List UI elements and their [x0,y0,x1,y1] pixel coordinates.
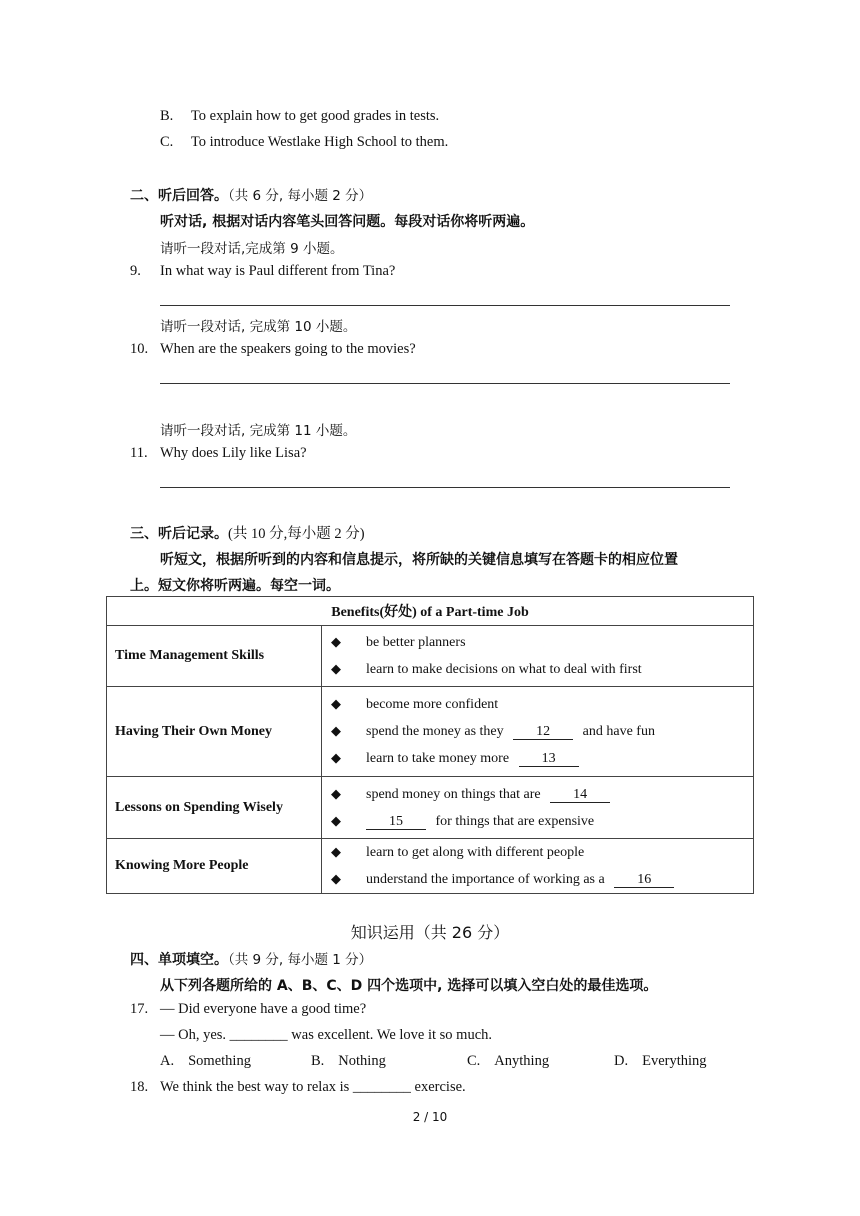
q9-answer-line[interactable] [160,305,730,306]
items-cell [322,777,754,839]
section2-title: 二、听后回答。 [130,188,228,204]
diamond-bullet-icon: ◆ [331,872,341,887]
answer-blank-16[interactable]: 16 [614,873,674,888]
q11-text: Why does Lily like Lisa? [160,445,307,461]
bullet-item: ◆ become more confident [322,691,753,718]
q9-number: 9. [130,263,141,279]
intro-q11: 请听一段对话, 完成第 11 小题。 [160,423,357,439]
intro-q10: 请听一段对话, 完成第 10 小题。 [160,319,357,335]
q18-text: We think the best way to relax is ________ exercise. [160,1079,466,1095]
section2-points: （共 6 分, 每小题 2 分） [228,188,373,204]
answer-blank-15[interactable]: 15 [366,815,426,830]
bullet-item: ◆ understand the importance of working as a 16 [322,866,753,893]
intro-q9: 请听一段对话,完成第 9 小题。 [160,241,344,257]
section3-heading [130,522,365,543]
diamond-bullet-icon: ◆ [331,697,341,712]
diamond-bullet-icon: ◆ [331,724,341,739]
bullet-item: ◆ 15 for things that are expensive [322,808,753,835]
diamond-bullet-icon: ◆ [331,845,341,860]
q10-answer-line[interactable] [160,383,730,384]
q17-option-a[interactable]: A. Something [160,1053,251,1069]
page-number: 2 / 10 [412,1110,448,1124]
diamond-bullet-icon: ◆ [331,813,341,829]
table-row [107,626,754,687]
section4-instruction: 从下列各题所给的 A、B、C、D 四个选项中, 选择可以填入空白处的最佳选项。 [160,978,658,994]
category-cell: Knowing More People [107,839,322,894]
q17-option-b[interactable]: B. Nothing [311,1053,386,1069]
q17-number: 17. [130,1001,149,1017]
q17-option-d[interactable]: D. Everything [614,1053,707,1069]
part-title: 知识运用（共 26 分） [350,923,510,942]
category-cell: Having Their Own Money [107,687,322,777]
table-row [107,687,754,777]
option-text: To explain how to get good grades in tests. [190,108,440,124]
section3-instruction-1: 听短文，根据所听到的内容和信息提示，将所缺的关键信息填写在答题卡的相应位置 [160,552,678,568]
section3-instruction-2: 上。短文你将听两遍。每空一词。 [130,578,340,594]
table-row [107,839,754,894]
q18-number: 18. [130,1079,149,1095]
answer-blank-13[interactable]: 13 [519,752,579,767]
items-cell [322,839,754,894]
option-text: To introduce Westlake High School to them. [190,134,449,150]
section2-heading [130,184,372,205]
q11-answer-line[interactable] [160,487,730,488]
diamond-bullet-icon: ◆ [331,786,341,802]
diamond-bullet-icon: ◆ [331,662,341,677]
answer-blank-14[interactable]: 14 [550,788,610,803]
bullet-item: ◆ learn to make decisions on what to deal with first [322,656,753,683]
items-cell [322,626,754,687]
q10-text: When are the speakers going to the movies? [160,341,416,357]
diamond-bullet-icon: ◆ [331,751,341,766]
benefits-table [106,596,754,894]
answer-blank-12[interactable]: 12 [513,725,573,740]
option-letter: C. [160,134,174,150]
bullet-item: ◆ be better planners [322,629,753,656]
table-row [107,777,754,839]
section4-title: 四、单项填空。 [130,952,228,968]
option-letter: B. [160,108,174,124]
q17-option-c[interactable]: C. Anything [467,1053,550,1069]
items-cell [322,687,754,777]
section3-points: (共 10 分,每小题 2 分) [228,526,365,542]
q17-line1: — Did everyone have a good time? [160,1001,367,1017]
category-cell: Time Management Skills [107,626,322,687]
bullet-item: ◆ spend the money as they 12 and have fun [322,718,753,745]
q9-text: In what way is Paul different from Tina? [160,263,396,279]
section3-title: 三、听后记录。 [130,526,228,542]
bullet-item: ◆ spend money on things that are 14 [322,781,753,808]
option-b [160,108,439,125]
table-title: Benefits(好处) of a Part-time Job [107,597,754,626]
bullet-item: ◆ learn to take money more 13 [322,745,753,772]
section4-heading [130,948,372,969]
diamond-bullet-icon: ◆ [331,635,341,650]
q17-line2: — Oh, yes. ________ was excellent. We love it so much. [160,1027,493,1043]
category-cell: Lessons on Spending Wisely [107,777,322,839]
q10-number: 10. [130,341,149,357]
q11-number: 11. [130,445,148,461]
option-c [160,134,448,151]
section4-points: （共 9 分, 每小题 1 分） [228,952,373,968]
bullet-item: ◆ learn to get along with different people [322,839,753,866]
section2-instruction: 听对话, 根据对话内容笔头回答问题。每段对话你将听两遍。 [160,214,535,230]
